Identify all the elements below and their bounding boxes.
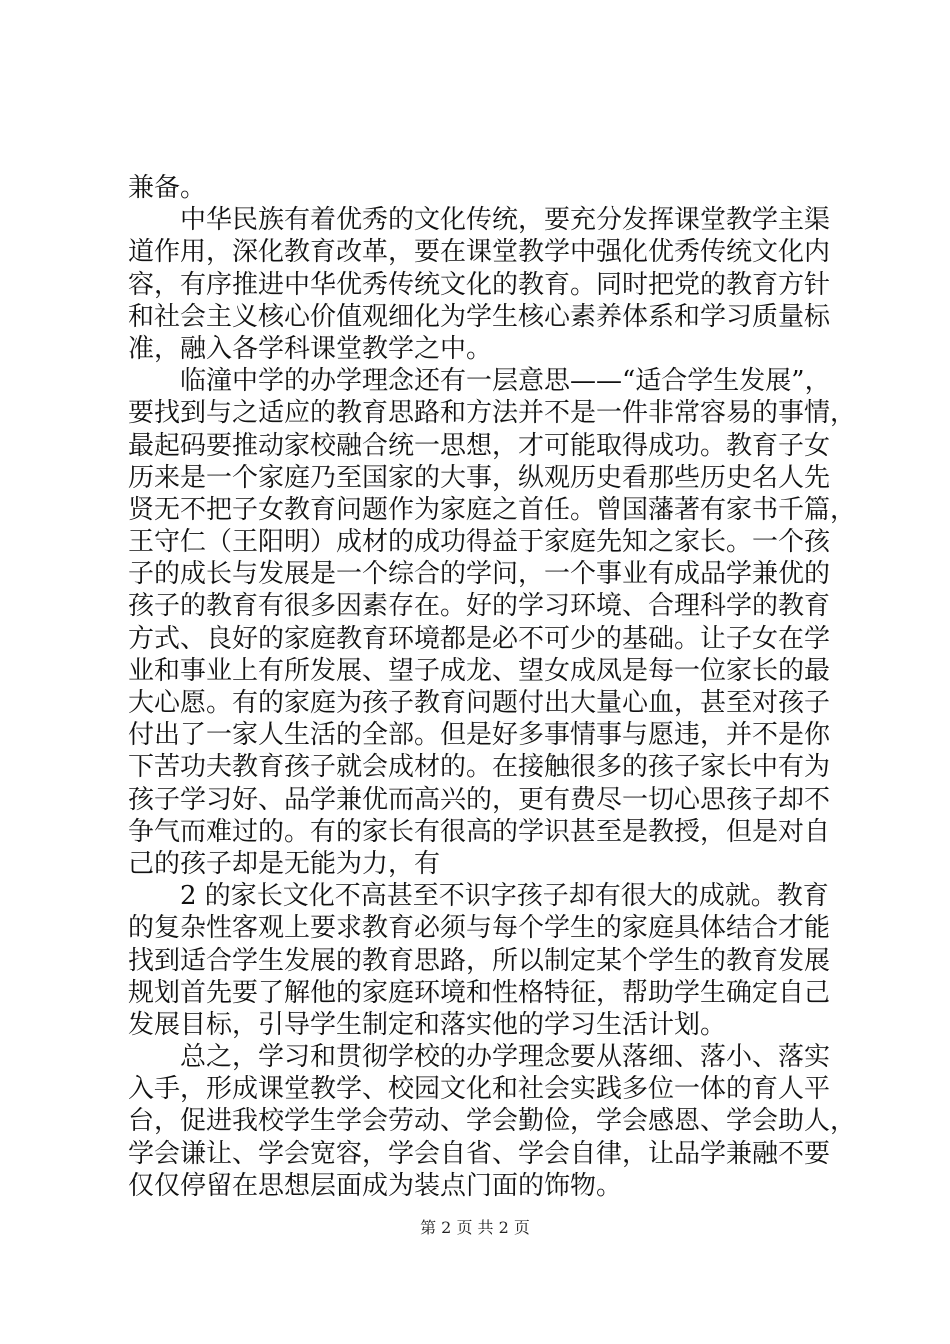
text-line: 兼备。 bbox=[128, 173, 207, 203]
text-line: 和社会主义核心价值观细化为学生核心素养体系和学习质量标 bbox=[128, 301, 831, 332]
page-footer bbox=[0, 1215, 950, 1238]
text-line: 要找到与之适应的教育思路和方法并不是一件非常容易的事情， bbox=[128, 398, 857, 429]
text-line: 总之，学习和贯彻学校的办学理念要从落细、落小、落实 bbox=[128, 1042, 831, 1073]
text-line: 大心愿。有的家庭为孩子教育问题付出大量心血，甚至对孩子 bbox=[128, 688, 831, 718]
text-line: 入手，形成课堂教学、校园文化和社会实践多位一体的育人平 bbox=[128, 1074, 831, 1105]
text-line: 付出了一家人生活的全部。但是好多事情事与愿违，并不是你 bbox=[128, 720, 831, 751]
text-line: 准，融入各学科课堂教学之中。 bbox=[128, 333, 493, 364]
text-line: 临潼中学的办学理念还有一层意思——“适合学生发展”， bbox=[128, 366, 831, 397]
text-line: 下苦功夫教育孩子就会成材的。在接触很多的孩子家长中有为 bbox=[128, 752, 831, 783]
text-line: 历来是一个家庭乃至国家的大事，纵观历史看那些历史名人先 bbox=[128, 462, 831, 493]
text-line: 贤无不把子女教育问题作为家庭之首任。曾国藩著有家书千篇， bbox=[128, 494, 857, 525]
text-line: 孩子学习好、品学兼优而高兴的，更有费尽一切心思孩子却不 bbox=[128, 784, 831, 815]
text-line: 学会谦让、学会宽容，学会自省、学会自律，让品学兼融不要 bbox=[128, 1138, 831, 1169]
text-line: 的复杂性客观上要求教育必须与每个学生的家庭具体结合才能 bbox=[128, 913, 831, 944]
text-line: 孩子的教育有很多因素存在。好的学习环境、合理科学的教育 bbox=[128, 591, 831, 622]
text-line: 找到适合学生发展的教育思路，所以制定某个学生的教育发展 bbox=[128, 945, 831, 976]
text-line: 规划首先要了解他的家庭环境和性格特征，帮助学生确定自己 bbox=[128, 977, 831, 1008]
text-line: 己的孩子却是无能为力，有 bbox=[128, 848, 441, 879]
text-line: 方式、良好的家庭教育环境都是必不可少的基础。让子女在学 bbox=[128, 623, 831, 654]
text-line: 最起码要推动家校融合统一思想，才可能取得成功。教育子女 bbox=[128, 430, 831, 461]
body-text bbox=[128, 172, 857, 1202]
text-line: 子的成长与发展是一个综合的学问，一个事业有成品学兼优的 bbox=[128, 559, 831, 590]
text-line: 台，促进我校学生学会劳动、学会勤俭，学会感恩、学会助人， bbox=[128, 1106, 857, 1137]
text-line: 王守仁（王阳明）成材的成功得益于家庭先知之家长。一个孩 bbox=[128, 527, 831, 558]
text-line: 道作用，深化教育改革，要在课堂教学中强化优秀传统文化内 bbox=[128, 237, 831, 268]
text-line: 争气而难过的。有的家长有很高的学识甚至是教授，但是对自 bbox=[128, 816, 831, 847]
text-line: 仅仅停留在思想层面成为装点门面的饰物。 bbox=[128, 1170, 623, 1201]
text-line: 业和事业上有所发展、望子成龙、望女成凤是每一位家长的最 bbox=[128, 655, 831, 686]
text-line: 发展目标，引导学生制定和落实他的学习生活计划。 bbox=[128, 1009, 727, 1040]
text-line: 中华民族有着优秀的文化传统，要充分发挥课堂教学主渠 bbox=[128, 205, 831, 236]
page-number-label: 第 2 页 共 2 页 bbox=[420, 1218, 530, 1237]
text-line: 2 的家长文化不高甚至不识字孩子却有很大的成就。教育 bbox=[128, 881, 829, 912]
text-line: 容，有序推进中华优秀传统文化的教育。同时把党的教育方针 bbox=[128, 269, 831, 300]
